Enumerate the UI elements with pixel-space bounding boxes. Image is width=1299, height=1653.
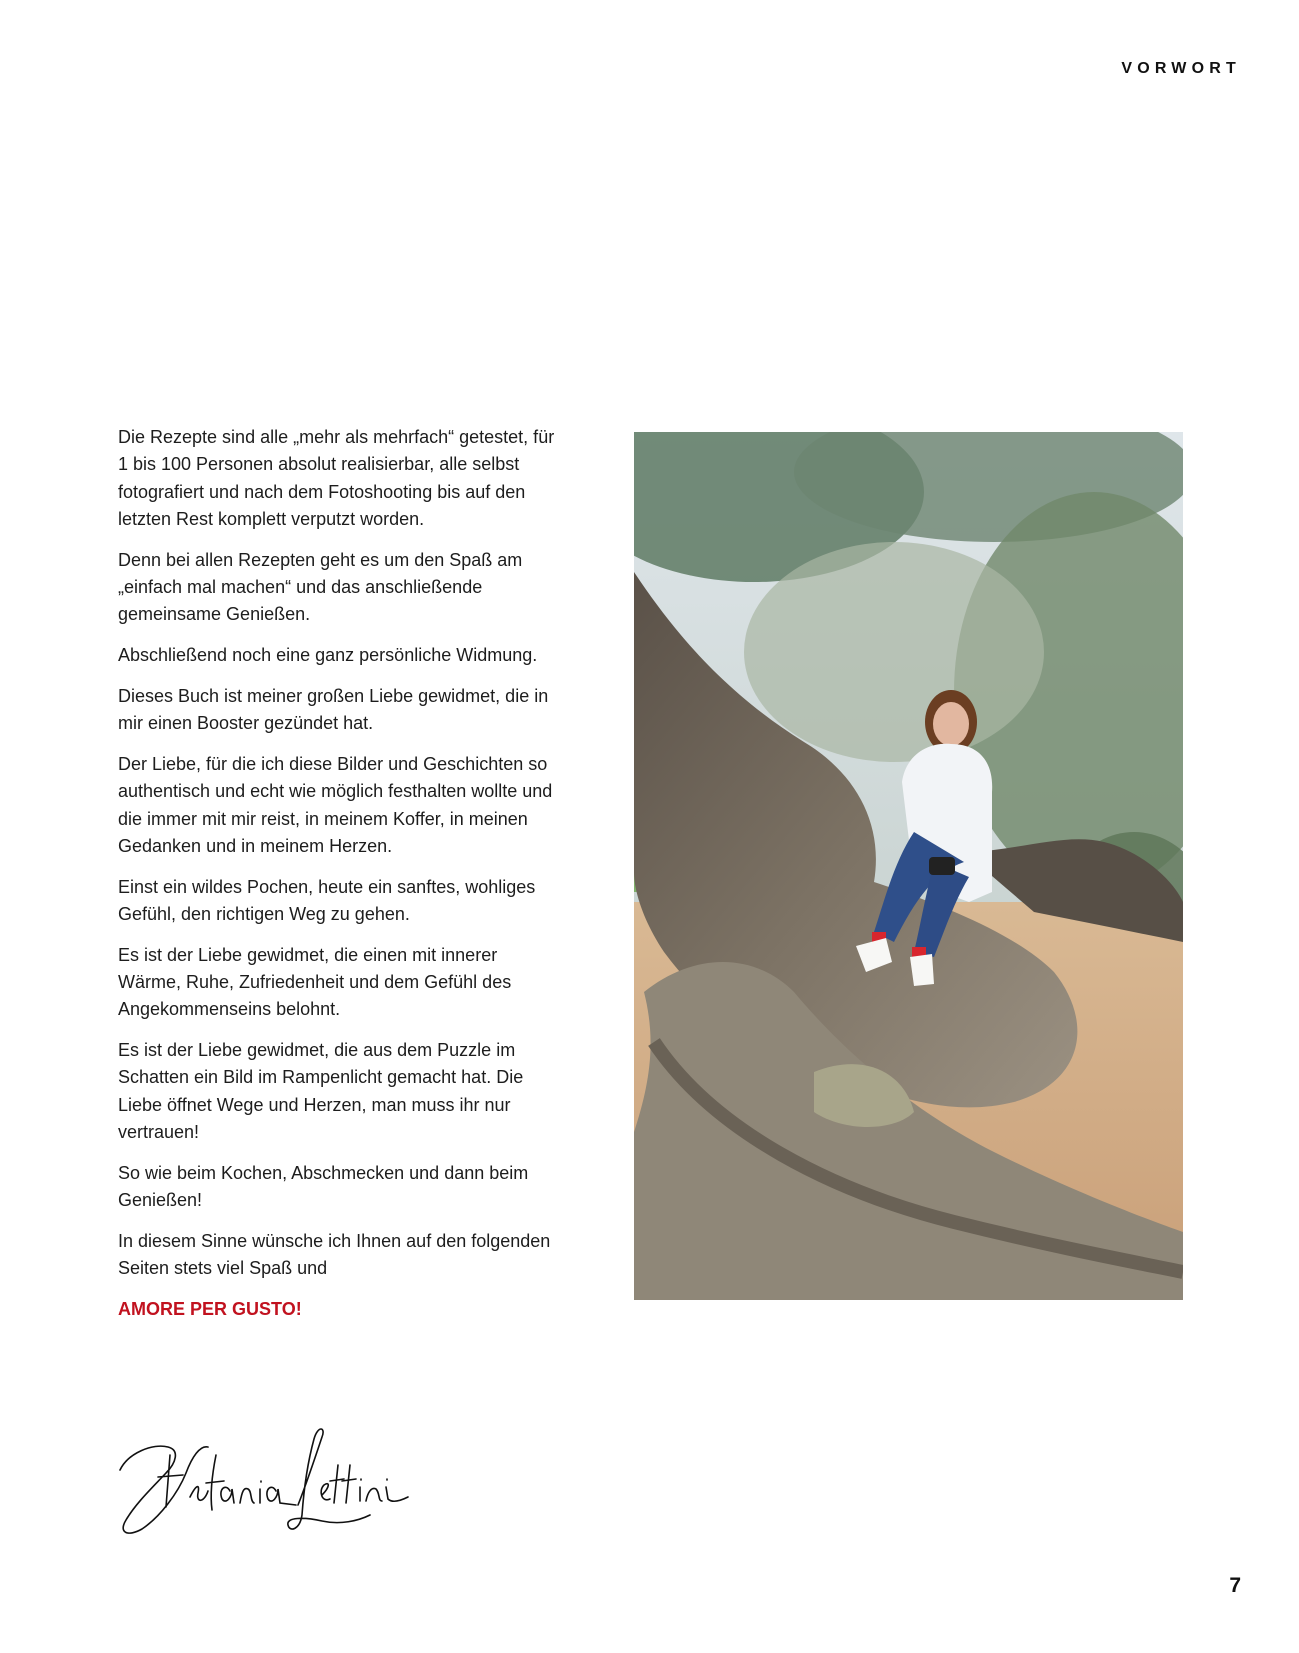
paragraph: Es ist der Liebe gewidmet, die aus dem Puzzle im Schatten ein Bild im Rampenlicht gemacht hat. Die Liebe öffnet Wege und Herzen, man muss ihr nur vertrauen! — [118, 1040, 524, 1143]
foreword-text — [118, 424, 558, 1323]
paragraph: Der Liebe, für die ich diese Bilder und Geschichten so authentisch und echt wie möglich festhalten wollte und die immer mit mir reist, in meinem Koffer, in meinen Gedanken und in meinem Herzen. — [118, 753, 553, 856]
paragraph: So wie beim Kochen, Abschmecken und dann beim Genießen! — [118, 1162, 529, 1211]
paragraph: Denn bei allen Rezepten geht es um den Spaß am „einfach mal machen“ und das anschließende gemeinsame Genießen. — [118, 549, 523, 625]
paragraph: Dieses Buch ist meiner großen Liebe gewidmet, die in mir einen Booster gezündet hat. — [118, 685, 549, 734]
paragraph: Abschließend noch eine ganz persönliche Widmung. — [118, 645, 538, 666]
signature — [108, 1425, 418, 1540]
olive-tree-photo-graphic — [634, 432, 1183, 1300]
page-number: 7 — [1229, 1574, 1241, 1597]
signature-graphic — [108, 1425, 418, 1540]
paragraph: Es ist der Liebe gewidmet, die einen mit innerer Wärme, Ruhe, Zufriedenheit und dem Gefühl des Angekommenseins belohnt. — [118, 944, 512, 1020]
paragraph: In diesem Sinne wünsche ich Ihnen auf den folgenden Seiten stets viel Spaß und — [118, 1230, 551, 1279]
paragraph: Einst ein wildes Pochen, heute ein sanftes, wohliges Gefühl, den richtigen Weg zu gehen. — [118, 876, 536, 924]
section-label: VORWORT — [1121, 60, 1241, 77]
author-photo — [634, 432, 1183, 1300]
paragraph: Die Rezepte sind alle „mehr als mehrfach“ getestet, für 1 bis 100 Personen absolut realisierbar, alle selbst fotografiert und nach dem Fotoshooting bis auf den letzten Rest komplett verputzt worden. — [118, 427, 555, 529]
motto: AMORE PER GUSTO! — [118, 1299, 302, 1320]
